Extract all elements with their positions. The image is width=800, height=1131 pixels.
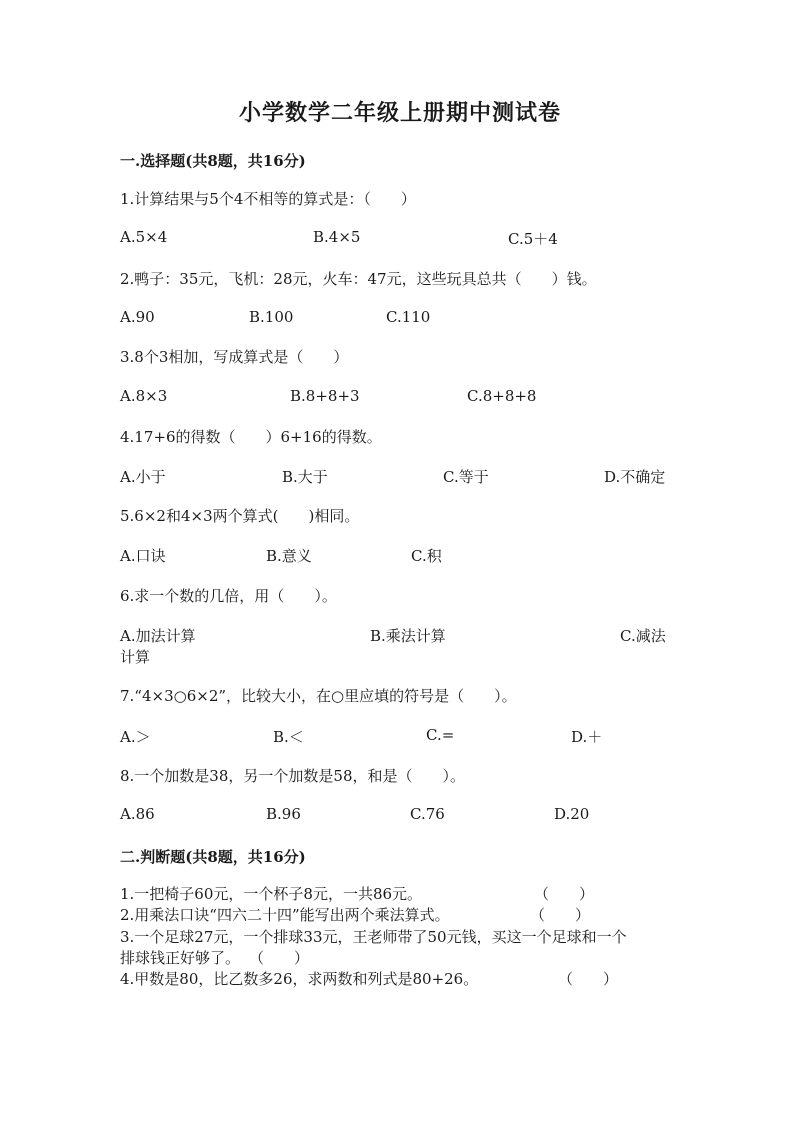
question-stem: 3.8个3相加，写成算式是（ ） [120, 348, 349, 366]
question-options [120, 228, 680, 250]
option-b: B.8+8+3 [290, 387, 360, 405]
section-heading-true-false: 二.判断题(共8题，共16分) [120, 848, 306, 866]
option-a: A.8×3 [120, 387, 168, 405]
option-a: A.口诀 [120, 547, 166, 565]
question-options [120, 387, 680, 409]
true-false-item: 1.一把椅子60元，一个杯子8元，一共86元。 [120, 885, 423, 903]
question-stem: 5.6×2和4×3两个算式( )相同。 [120, 507, 360, 525]
option-a: A.＞ [120, 728, 151, 746]
section-heading-multiple-choice: 一.选择题(共8题，共16分) [120, 152, 306, 170]
answer-blank[interactable]: （ ） [249, 949, 310, 967]
question-stem: 8.一个加数是38，另一个加数是58，和是（ ）。 [120, 767, 465, 785]
option-b: B.大于 [282, 468, 328, 486]
answer-blank[interactable]: （ ） [558, 970, 619, 988]
true-false-item: 2.用乘法口诀“四六二十四”能写出两个乘法算式。 [120, 906, 450, 924]
option-c: C.110 [386, 308, 431, 326]
option-a: A.5×4 [120, 228, 168, 246]
option-c: C.减法 [620, 627, 666, 645]
option-a: A.90 [120, 308, 155, 326]
question-stem: 7.“4×3○6×2”，比较大小，在○里应填的符号是（ ）。 [120, 687, 517, 705]
question-options [120, 466, 680, 488]
option-b: B.100 [249, 308, 294, 326]
true-false-item: 3.一个足球27元，一个排球33元，王老师带了50元钱，买这一个足球和一个 [120, 928, 627, 946]
option-b: B.96 [266, 805, 301, 823]
option-d: D.＋ [571, 728, 603, 746]
question-stem: 6.求一个数的几倍，用（ ）。 [120, 587, 337, 605]
question-stem: 1.计算结果与5个4不相等的算式是：（ ） [120, 190, 416, 208]
question-options [120, 625, 680, 647]
option-b: B.乘法计算 [370, 627, 446, 645]
true-false-item-continuation: 排球钱正好够了。 [120, 949, 241, 967]
option-b: B.4×5 [313, 228, 361, 246]
option-c: C.等于 [443, 468, 489, 486]
option-a: A.86 [120, 805, 155, 823]
question-options [120, 805, 680, 827]
option-c-continuation: 计算 [120, 648, 151, 666]
question-options [120, 308, 680, 330]
option-b: B.意义 [266, 547, 312, 565]
option-c: C.5＋4 [508, 230, 558, 248]
option-b: B.＜ [273, 728, 304, 746]
option-a: A.加法计算 [120, 627, 196, 645]
option-d: D.20 [554, 805, 590, 823]
answer-blank[interactable]: （ ） [530, 906, 591, 924]
answer-blank[interactable]: （ ） [534, 885, 595, 903]
option-d: D.不确定 [604, 468, 666, 486]
option-c: C.= [426, 726, 455, 744]
option-c: C.8+8+8 [467, 387, 537, 405]
true-false-item: 4.甲数是80，比乙数多26，求两数和列式是80+26。 [120, 970, 479, 988]
question-stem: 2.鸭子：35元，飞机：28元，火车：47元，这些玩具总共（ ）钱。 [120, 270, 597, 288]
option-c: C.积 [411, 547, 442, 565]
question-stem: 4.17+6的得数（ ）6+16的得数。 [120, 428, 382, 446]
question-options [120, 545, 680, 567]
page-title: 小学数学二年级上册期中测试卷 [238, 100, 561, 126]
question-options [120, 726, 680, 748]
option-a: A.小于 [120, 468, 166, 486]
option-c: C.76 [410, 805, 445, 823]
